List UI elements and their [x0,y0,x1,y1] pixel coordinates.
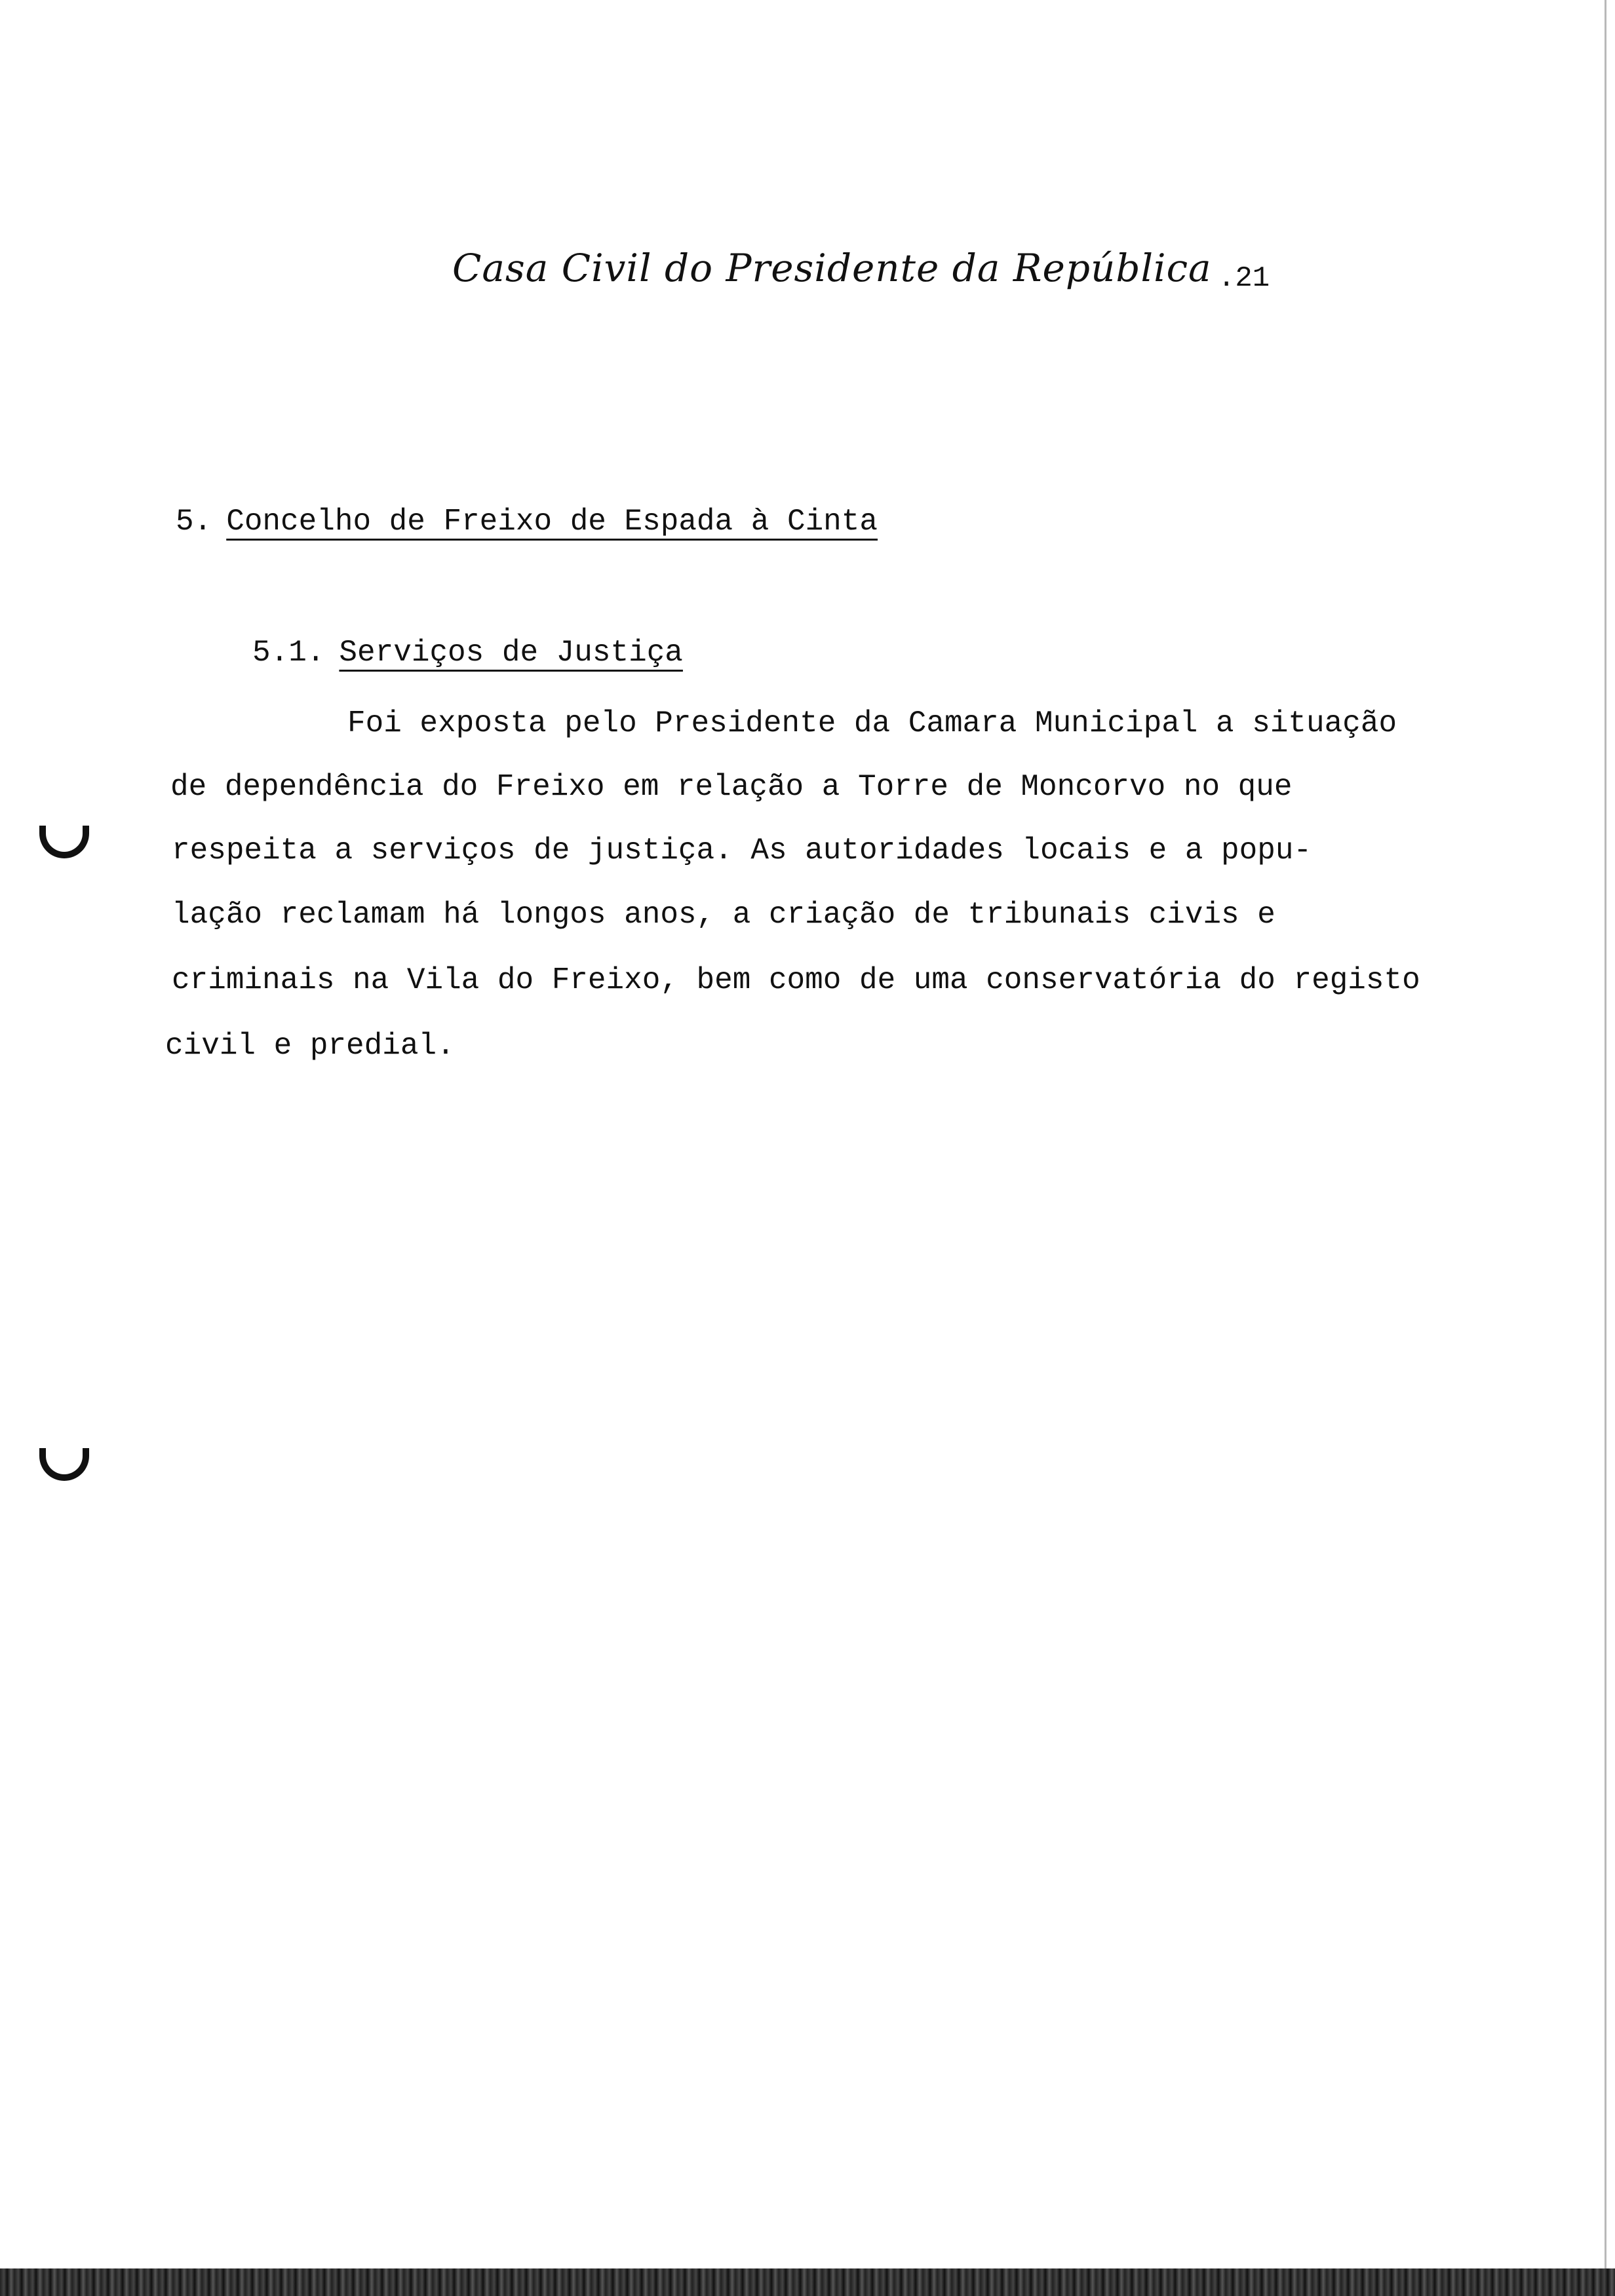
section-heading [176,505,878,539]
paragraph-line: Foi exposta pelo Presidente da Camara Municipal a situação [347,706,1397,740]
paragraph-line: civil e predial. [165,1029,455,1063]
scan-edge-line [1605,0,1606,2296]
scan-bottom-band [0,2268,1615,2296]
subsection-number: 5.1. [252,636,325,670]
subsection-title: Serviços de Justiça [339,636,683,670]
paragraph-line: de dependência do Freixo em relação a Torre de Moncorvo no que [170,770,1293,804]
section-number: 5. [176,505,212,539]
subsection-heading [252,636,683,670]
paragraph-line: respeita a serviços de justiça. As autoridades locais e a popu- [172,833,1312,868]
section-title: Concelho de Freixo de Espada à Cinta [226,505,878,539]
paragraph-line: lação reclamam há longos anos, a criação de tribunais civis e [172,898,1275,932]
punch-hole-mark [39,826,89,858]
paragraph-line: criminais na Vila do Freixo, bem como de uma conservatória do registo [172,963,1420,997]
letterhead-title: Casa Civil do Presidente da República [452,246,1212,290]
page-number: .21 [1218,262,1270,295]
punch-hole-mark [39,1448,89,1481]
